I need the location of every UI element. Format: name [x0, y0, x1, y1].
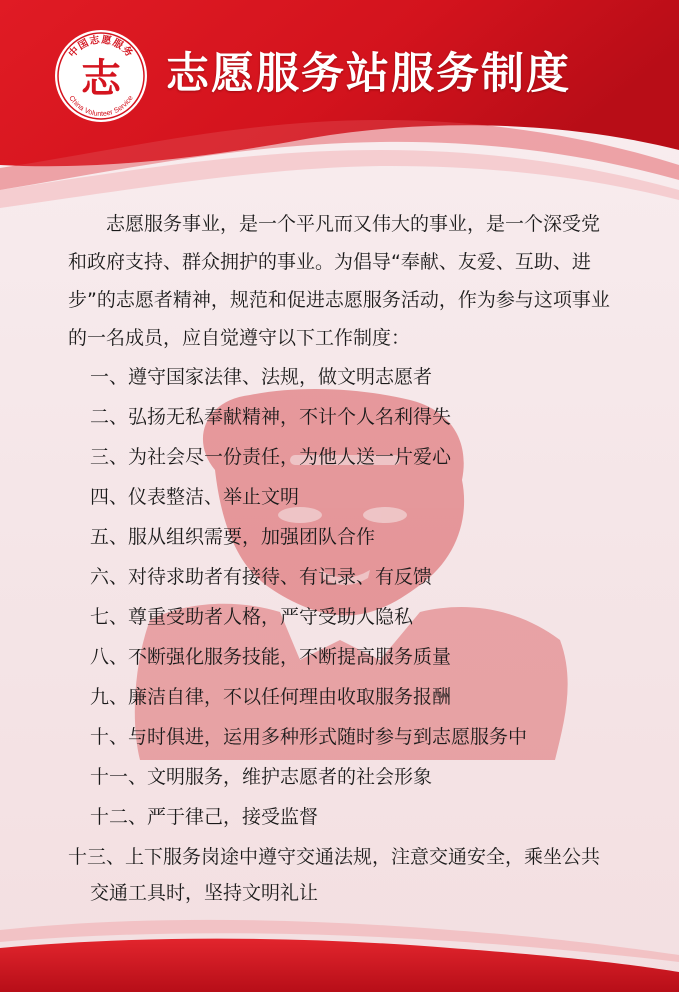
list-item: 六、对待求助者有接待、有记录、有反馈: [90, 566, 433, 588]
logo-center-char: 志: [81, 56, 121, 102]
list-item: 三、为社会尽一份责任，为他人送一片爱心: [90, 446, 452, 468]
list-item: 二、弘扬无私奉献精神，不计个人名利得失: [90, 406, 452, 428]
list-item: 七、尊重受助者人格，严守受助人隐私: [90, 606, 414, 628]
list-item: 十一、文明服务，维护志愿者的社会形象: [90, 766, 433, 788]
logo-top-text: 中国志愿服务: [66, 34, 136, 60]
list-item: 五、服从组织需要，加强团队合作: [90, 526, 376, 548]
content: [68, 205, 613, 911]
logo-bottom-text: China Volunteer Service: [67, 93, 135, 119]
china-volunteer-logo: [54, 29, 148, 123]
list-item: 十三、上下服务岗途中遵守交通法规，注意交通安全，乘坐公共交通工具时，坚持文明礼让: [68, 846, 601, 904]
list-item: 一、遵守国家法律、法规，做文明志愿者: [90, 366, 433, 388]
rules-list: [68, 357, 613, 911]
list-item: 八、不断强化服务技能，不断提高服务质量: [90, 646, 452, 668]
intro-paragraph: 志愿服务事业，是一个平凡而又伟大的事业，是一个深受党和政府支持、群众拥护的事业。为倡导“奉献、友爱、互助、进步”的志愿者精神，规范和促进志愿服务活动，作为参与这项事业的一名成员，应自觉遵守以下工作制度：: [68, 213, 610, 349]
page-title: 志愿服务站服务制度: [166, 49, 571, 99]
list-item: 十二、严于律己，接受监督: [90, 806, 319, 828]
list-item: 四、仪表整洁、举止文明: [90, 486, 300, 508]
list-item: 十、与时俱进，运用多种形式随时参与到志愿服务中: [90, 726, 528, 748]
list-item: 九、廉洁自律，不以任何理由收取服务报酬: [90, 686, 452, 708]
